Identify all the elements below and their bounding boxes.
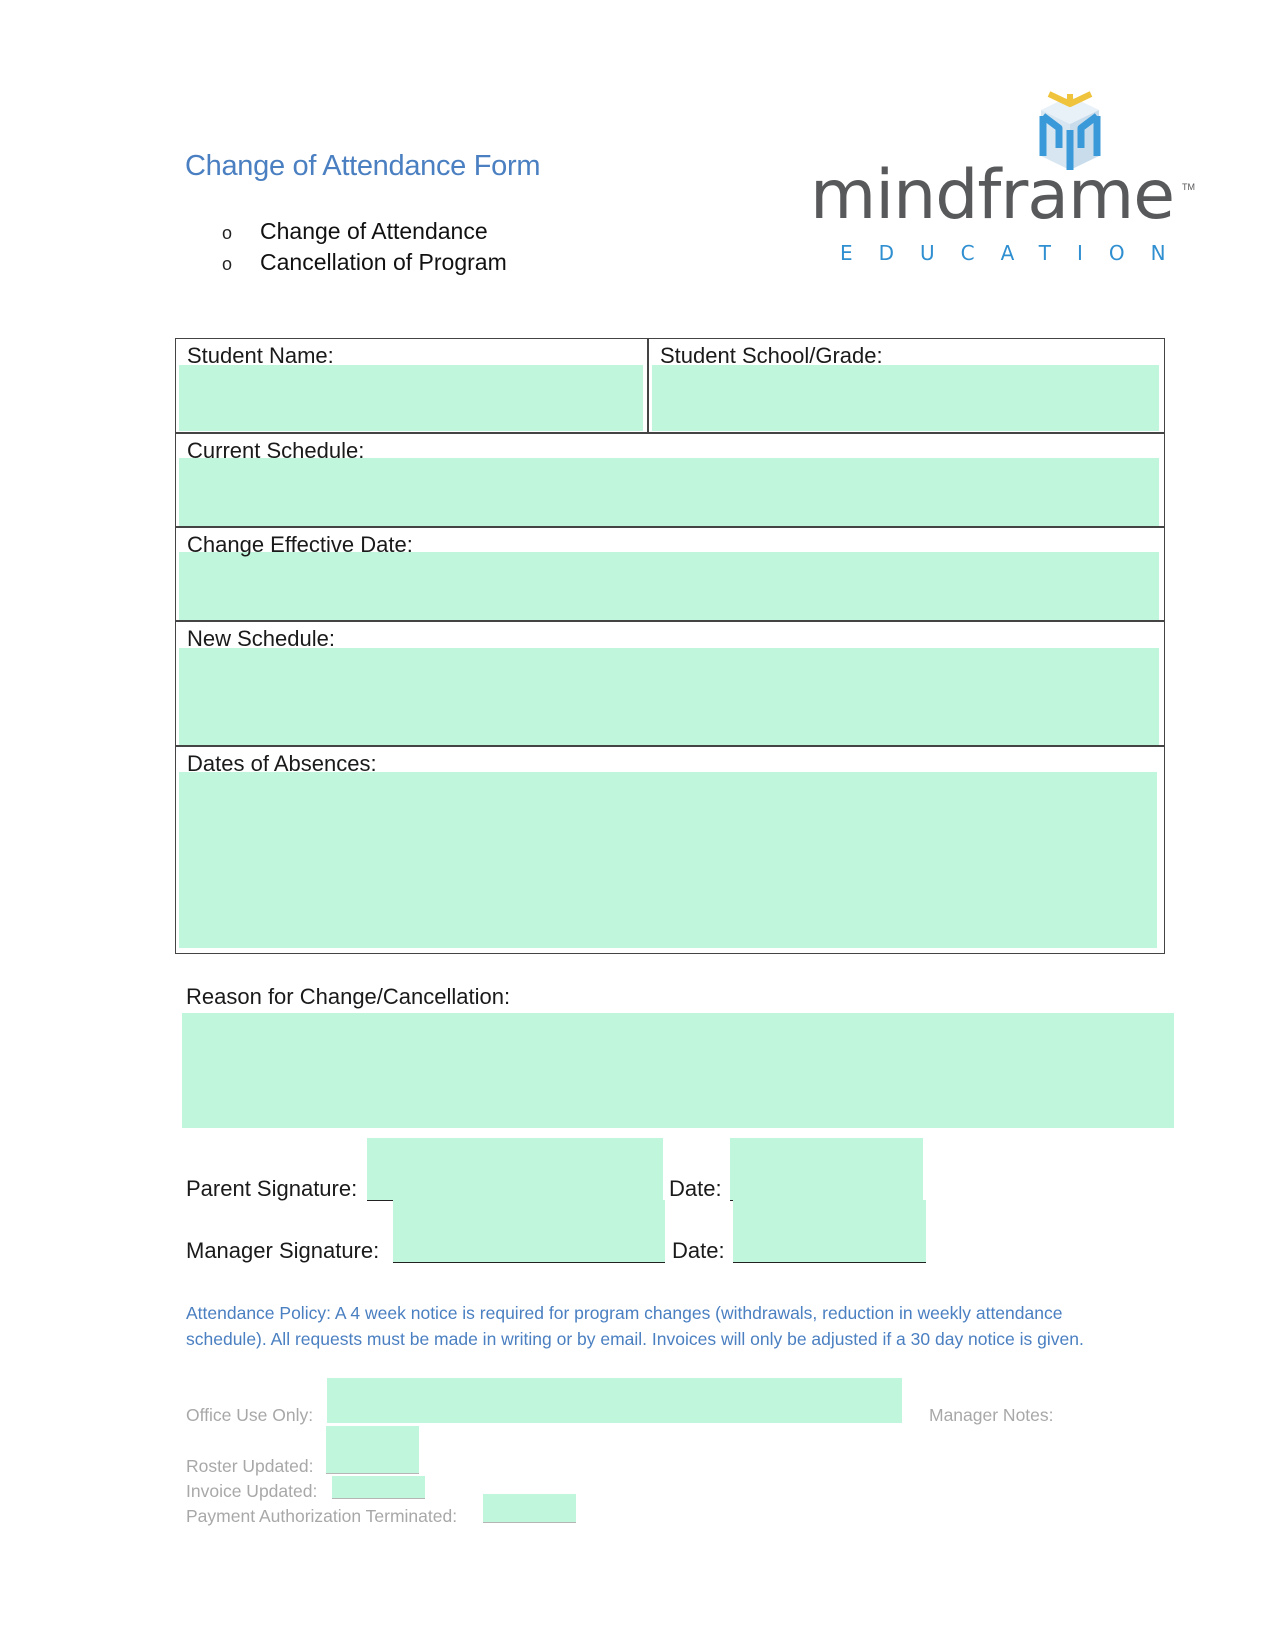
manager-signature-label: Manager Signature: [186, 1238, 380, 1263]
parent-signature-label: Parent Signature: [186, 1176, 358, 1201]
current-schedule-field[interactable] [179, 458, 1159, 526]
bullet-icon: o [222, 254, 233, 274]
reason-field[interactable] [182, 1013, 1174, 1128]
roster-underline [326, 1473, 419, 1474]
option-label: Change of Attendance [260, 218, 488, 244]
option-label: Cancellation of Program [260, 249, 507, 275]
parent-signature-field[interactable] [367, 1138, 663, 1200]
new-schedule-label: New Schedule: [187, 626, 335, 651]
dates-of-absences-field[interactable] [179, 772, 1157, 948]
option-cancellation-of-program [222, 249, 507, 276]
payment-underline [483, 1522, 576, 1523]
new-schedule-cell [176, 622, 1164, 745]
office-use-label: Office Use Only: [186, 1405, 314, 1425]
option-change-of-attendance [222, 218, 488, 245]
manager-notes-label: Manager Notes: [929, 1405, 1054, 1425]
manager-signature-field[interactable] [393, 1200, 665, 1262]
new-schedule-field[interactable] [179, 648, 1159, 745]
student-name-cell [176, 339, 647, 432]
change-effective-date-cell [176, 528, 1164, 620]
reason-label: Reason for Change/Cancellation: [186, 984, 511, 1009]
bullet-icon: o [222, 223, 233, 243]
payment-terminated-label: Payment Authorization Terminated: [186, 1506, 458, 1526]
invoice-updated-field[interactable] [332, 1476, 425, 1498]
dates-of-absences-label: Dates of Absences: [187, 751, 377, 776]
change-effective-date-field[interactable] [179, 552, 1159, 620]
office-use-field[interactable] [327, 1378, 902, 1423]
logo-subtitle: EDUCATION [840, 241, 1192, 265]
current-schedule-cell [176, 434, 1164, 526]
student-name-label: Student Name: [187, 343, 334, 368]
current-schedule-label: Current Schedule: [187, 438, 365, 463]
manager-date-field[interactable] [733, 1200, 926, 1262]
manager-signature-underline [393, 1262, 665, 1263]
payment-terminated-field[interactable] [483, 1494, 576, 1522]
manager-date-label: Date: [672, 1238, 725, 1263]
invoice-underline [332, 1498, 425, 1499]
parent-date-field[interactable] [730, 1138, 923, 1200]
form-title: Change of Attendance Form [185, 150, 541, 182]
student-info-table [175, 338, 1165, 954]
attendance-policy-text: Attendance Policy: A 4 week notice is required for program changes (withdrawals, reduction in weekly attendance schedule). All requests must be made in writing or by email. Invoices will only be adjusted if a 30 day notice is given. [186, 1303, 1084, 1349]
roster-updated-field[interactable] [326, 1426, 419, 1473]
manager-date-underline [733, 1262, 926, 1263]
student-school-cell [649, 339, 1164, 432]
roster-updated-label: Roster Updated: [186, 1456, 314, 1476]
logo-wordmark: mindframe [810, 156, 1175, 235]
student-name-field[interactable] [179, 365, 643, 431]
student-school-field[interactable] [652, 365, 1159, 431]
student-school-label: Student School/Grade: [660, 343, 883, 368]
change-effective-date-label: Change Effective Date: [187, 532, 413, 557]
invoice-updated-label: Invoice Updated: [186, 1481, 318, 1501]
mindframe-logo [810, 90, 1210, 270]
parent-date-label: Date: [669, 1176, 722, 1201]
dates-of-absences-cell [176, 747, 1164, 952]
logo-trademark: TM [1182, 182, 1195, 192]
